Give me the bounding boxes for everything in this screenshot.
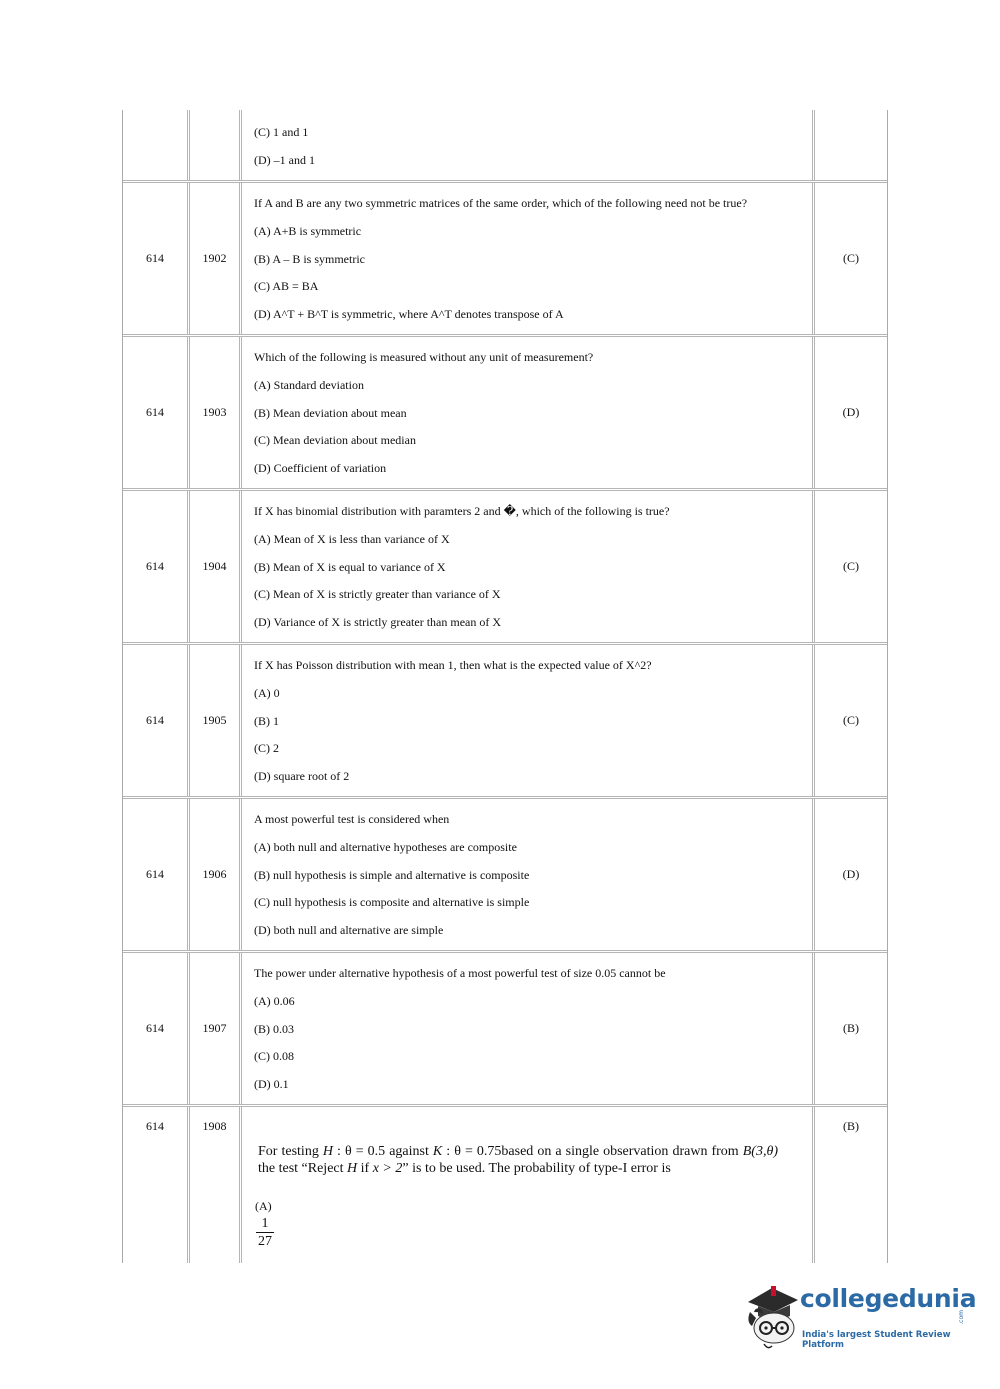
- option-text: (B) null hypothesis is simple and alternative is composite: [254, 867, 530, 882]
- question-text: Which of the following is measured without any unit of measurement?: [254, 350, 594, 364]
- question-table: [122, 110, 888, 1263]
- question-cell: [242, 1107, 815, 1263]
- option-text: (A) Mean of X is less than variance of X: [254, 531, 450, 546]
- paper-code-cell: [123, 110, 190, 180]
- option-text: (D) Coefficient of variation: [254, 461, 387, 476]
- option-text: (C) 0.08: [254, 1049, 294, 1064]
- option-label: (A): [255, 1199, 272, 1213]
- fraction-numerator: 1: [261, 1216, 269, 1231]
- question-text: A most powerful test is considered when: [254, 812, 450, 826]
- question-cell: [242, 110, 815, 180]
- table-row: [123, 110, 887, 183]
- question-text: The power under alternative hypothesis of a most powerful test of size 0.05 cannot be: [254, 966, 666, 980]
- option-text: (B) Mean of X is equal to variance of X: [254, 559, 446, 574]
- paper-code-cell: 614: [123, 337, 190, 488]
- option-text: (B) Mean deviation about mean: [254, 405, 407, 420]
- table-row: [123, 1107, 887, 1263]
- answer-cell: (C): [843, 713, 859, 727]
- question-id-cell: 1903: [190, 337, 242, 488]
- paper-code-cell: 614: [123, 183, 190, 334]
- option-text: (C) null hypothesis is composite and alternative is simple: [254, 895, 530, 910]
- answer-cell: (C): [843, 559, 859, 573]
- option-text: (D) 0.1: [254, 1077, 289, 1092]
- question-cell: [242, 953, 815, 1104]
- question-text: If X has Poisson distribution with mean 1, then what is the expected value of X^2?: [254, 658, 652, 672]
- table-row: [123, 799, 887, 953]
- question-cell: [242, 183, 815, 334]
- table-row: [123, 645, 887, 799]
- paper-code-cell: 614: [123, 491, 190, 642]
- question-text: For testing H : θ = 0.5 against K : θ = 0.75based on a single observation drawn from B(3,θ) the test “Reject H if x > 2” is to be used. The probability of type-I error is: [258, 1144, 779, 1176]
- collegedunia-logo: [742, 1282, 977, 1352]
- answer-cell: (C): [843, 251, 859, 265]
- answer-cell: (B): [843, 1021, 859, 1035]
- question-id-cell: 1907: [190, 953, 242, 1104]
- answer-cell: (D): [842, 867, 860, 881]
- question-text: If A and B are any two symmetric matrices of the same order, which of the following need not be true?: [254, 196, 748, 210]
- option-text: (D) A^T + B^T is symmetric, where A^T denotes transpose of A: [254, 307, 564, 322]
- option-fraction: [256, 1216, 274, 1250]
- question-cell: [242, 799, 815, 950]
- option-text: (C) Mean deviation about median: [254, 433, 416, 448]
- answer-cell: (D): [842, 405, 860, 419]
- option-text: (B) 1: [254, 713, 279, 728]
- option-text: (D) –1 and 1: [254, 152, 315, 167]
- option-text: (B) 0.03: [254, 1021, 294, 1036]
- table-row: [123, 953, 887, 1107]
- option-text: (C) 2: [254, 741, 279, 756]
- question-id-cell: 1906: [190, 799, 242, 950]
- question-id-cell: [190, 110, 242, 180]
- mascot-icon: [742, 1282, 804, 1352]
- table-row: [123, 491, 887, 645]
- option-text: (B) A – B is symmetric: [254, 251, 365, 266]
- option-text: (A) A+B is symmetric: [254, 223, 362, 238]
- option-text: (C) 1 and 1: [254, 125, 309, 139]
- option-text: (C) Mean of X is strictly greater than variance of X: [254, 587, 501, 602]
- question-id-cell: 1902: [190, 183, 242, 334]
- brand-domain: .com: [958, 1310, 965, 1325]
- paper-code-cell: 614: [123, 1107, 190, 1263]
- option-text: (D) Variance of X is strictly greater than mean of X: [254, 615, 502, 630]
- table-row: [123, 183, 887, 337]
- answer-cell: [815, 110, 887, 180]
- question-id-cell: 1905: [190, 645, 242, 796]
- paper-code-cell: 614: [123, 799, 190, 950]
- fraction-denominator: 27: [258, 1234, 272, 1249]
- question-id-cell: 1904: [190, 491, 242, 642]
- option-text: (D) both null and alternative are simple: [254, 923, 444, 938]
- question-cell: [242, 645, 815, 796]
- option-text: (C) AB = BA: [254, 279, 319, 294]
- question-cell: [242, 337, 815, 488]
- paper-code-cell: 614: [123, 953, 190, 1104]
- table-row: [123, 337, 887, 491]
- question-cell: [242, 491, 815, 642]
- question-text: If X has binomial distribution with paramters 2 and �, which of the following is true?: [254, 504, 670, 518]
- brand-tagline: India's largest Student Review Platform: [802, 1330, 951, 1350]
- question-id-cell: 1908: [190, 1107, 242, 1263]
- brand-name: collegedunia: [800, 1284, 977, 1313]
- option-text: (A) both null and alternative hypotheses are composite: [254, 839, 517, 854]
- option-text: (A) 0: [254, 685, 280, 700]
- paper-code-cell: 614: [123, 645, 190, 796]
- option-text: (D) square root of 2: [254, 769, 350, 784]
- answer-cell: (B): [843, 1119, 859, 1133]
- option-text: (A) Standard deviation: [254, 377, 364, 392]
- option-text: (A) 0.06: [254, 993, 295, 1008]
